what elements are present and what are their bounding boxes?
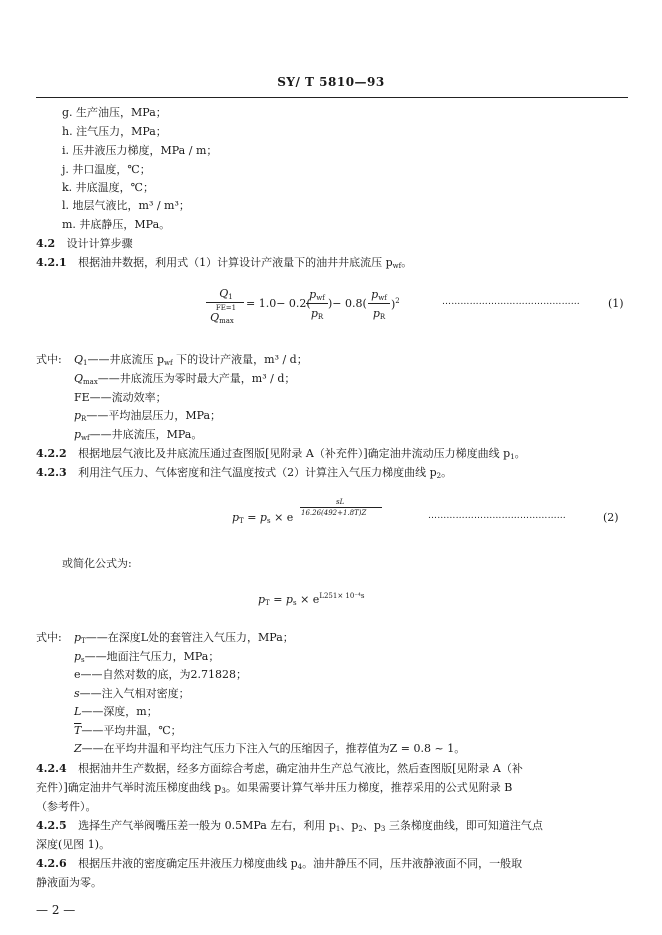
def-text: ——平均井温，℃；: [81, 724, 182, 737]
clause-4-2-1: [36, 256, 412, 270]
def-symbol: p: [74, 428, 82, 441]
eq3-pt: p: [258, 593, 266, 606]
eq1-pwf-sub: wf: [316, 294, 325, 302]
section-number: 4.2: [36, 237, 56, 250]
eq2-exp-top: sL: [336, 498, 345, 506]
eq2-label: (2): [603, 511, 619, 524]
eq1-qmax-symbol: Q: [210, 311, 220, 324]
eq1-frac3-top: [368, 288, 390, 302]
def-sub: T: [81, 637, 86, 645]
definition-line: [74, 650, 219, 664]
def-symbol: FE: [74, 391, 90, 404]
simplified-intro: 或简化公式为:: [62, 557, 132, 570]
clause-4-2-5: [36, 819, 543, 833]
def-text: ——注入气相对密度；: [79, 687, 190, 700]
eq1-leader-dots: ………………………………………: [442, 297, 580, 307]
eq1-pwf-sub-2: wf: [378, 294, 387, 302]
eq1-denominator: [198, 311, 246, 325]
def-symbol: p: [74, 631, 82, 644]
clause-end: 。: [401, 256, 413, 269]
clause-text: 根据压井液的密度确定压井液压力梯度曲线 p: [78, 857, 298, 870]
eq3-ps: = p: [273, 593, 293, 606]
clause-4-2-4-line2: [36, 781, 512, 795]
eq2-ps-sub: s: [266, 517, 271, 525]
def-symbol: p: [74, 409, 82, 422]
clause-end: 。: [441, 466, 453, 479]
eq1-fraction-bar: [206, 302, 244, 303]
clause-4-2-3: [36, 466, 452, 480]
def-sub: max: [83, 378, 98, 386]
eq1-rhs-a: = 1.0− 0.2(: [246, 297, 311, 310]
clause-number: 4.2.1: [36, 256, 67, 269]
clause-text: 选择生产气举阀嘴压差一般为 0.5MPa 左右，利用 p: [78, 819, 336, 832]
list-item: l. 地层气液比，m³ / m³；: [62, 199, 190, 212]
definition-line: [74, 409, 221, 423]
list-item: j. 井口温度，℃；: [62, 163, 151, 176]
def-symbol: p: [74, 650, 82, 663]
equation-3: [258, 592, 364, 607]
subscript: 1: [335, 825, 341, 833]
def-text: ——流动效率；: [89, 391, 167, 404]
clause-4-2-4: [36, 762, 523, 775]
def-text: ——在平均井温和平均注气压力下注入气的压缩因子，推荐值为Z = 0.8 ~ 1。: [81, 742, 466, 755]
clause-4-2-4-line3: （参考件）。: [36, 800, 97, 813]
def-text: ——在深度L处的套管注入气压力，MPa；: [85, 631, 294, 644]
def-text: ——井底流压为零时最大产量，m³ / d；: [97, 372, 296, 385]
eq2-leader-dots: ………………………………………: [428, 511, 566, 521]
page-header: SY/ T 5810—93: [277, 75, 385, 89]
eq1-fraction-bar-3: [368, 303, 390, 304]
eq1-rhs-c: [391, 297, 400, 311]
clause-number: 4.2.2: [36, 447, 67, 460]
clause-4-2-6-line2: 静液面为零。: [36, 876, 102, 889]
def-symbol: $\overline{T}$: [74, 724, 82, 737]
eq2-exp-bottom: 16.26(492+1.8T)Z: [301, 509, 367, 517]
eq2-pt: p: [232, 511, 240, 524]
eq1-pr-2: p: [372, 307, 380, 320]
clause-text: 。油井静压不同，压井液静液面不同，一般取: [302, 857, 523, 870]
eq1-pwf: p: [309, 288, 317, 301]
clause-text: 利用注气压力、气体密度和注气温度按式（2）计算注入气压力梯度曲线 p: [78, 466, 437, 479]
clause-text: 。如果需要计算气举井压力梯度，推荐采用的公式见附录 B: [225, 781, 513, 794]
def-text: ——自然对数的底，为2.71828；: [80, 668, 248, 681]
eq1-pr: p: [310, 307, 318, 320]
def-symbol: L: [74, 705, 82, 718]
definition-line: [74, 428, 202, 442]
definition-line: [74, 724, 182, 737]
eq1-numerator: [206, 287, 246, 301]
def-text: ——井底流压，MPa。: [89, 428, 203, 441]
clause-number: 4.2.6: [36, 857, 67, 870]
section-title: 设计计算步骤: [66, 237, 133, 250]
eq2-ps: = p: [247, 511, 267, 524]
list-item: h. 注气压力，MPa；: [62, 125, 167, 138]
definition-line: [74, 372, 295, 386]
list-item: i. 压井液压力梯度，MPa / m；: [62, 144, 218, 157]
eq2-exp-base: × e: [274, 511, 294, 524]
def-sub: wf: [81, 434, 90, 442]
clause-text: 根据油井生产数据，经多方面综合考虑，确定油井生产总气液比，然后查图版[见附录 A（补: [78, 762, 523, 775]
definition-line: [74, 668, 247, 681]
def-symbol: s: [74, 687, 80, 700]
list-item: m. 井底静压，MPa。: [62, 218, 171, 231]
clause-text: 根据地层气液比及井底流压通过查图版[见附录 A（补充件）]确定油井流动压力梯度曲线 p: [78, 447, 511, 460]
eq1-q-sub: 1: [228, 293, 233, 301]
clause-text: 充件）]确定油井气举时流压梯度曲线 p: [36, 781, 222, 794]
definition-line: [74, 742, 465, 755]
clause-4-2-6: [36, 857, 522, 871]
eq1-square: 2: [395, 297, 400, 305]
eq1-paren: ): [391, 298, 396, 311]
where-lead: 式中:: [36, 353, 62, 366]
eq1-label: (1): [608, 297, 624, 310]
clause-text: 根据油井数据，利用式（1）计算设计产液量下的油井井底流压 p: [78, 256, 393, 269]
subscript: wf: [392, 262, 402, 270]
clause-end: 。: [514, 447, 526, 460]
def-sub: 1: [83, 359, 88, 367]
def-symbol: Q: [74, 353, 84, 366]
clause-number: 4.2.5: [36, 819, 67, 832]
eq3-pt-sub: T: [265, 599, 270, 607]
header-rule: [36, 97, 628, 98]
clause-4-2-5-line2: 深度(见图 1)。: [36, 838, 111, 851]
subscript: 4: [297, 863, 303, 871]
subscript: 2: [436, 472, 442, 480]
def-text2: 下的设计产液量，m³ / d；: [172, 353, 308, 366]
def-text: ——地面注气压力，MPa；: [84, 650, 220, 663]
eq3-ps-sub: s: [292, 599, 297, 607]
eq1-frac3-bot: [368, 307, 390, 321]
eq1-frac2-bot: [306, 307, 328, 321]
subscript: 3: [380, 825, 386, 833]
where-lead: 式中:: [36, 631, 62, 644]
def-symbol: Z: [74, 742, 82, 755]
eq2-lhs: [232, 511, 293, 525]
subscript: 2: [358, 825, 363, 833]
def-text: ——深度，m；: [81, 705, 158, 718]
eq1-rhs-b: )− 0.8(: [328, 297, 367, 310]
def-sub: s: [81, 656, 85, 664]
def-symbol: Q: [74, 372, 84, 385]
def-sub: R: [81, 415, 87, 423]
section-heading: [36, 237, 133, 250]
list-item: g. 生产油压，MPa；: [62, 106, 167, 119]
clause-text: 三条梯度曲线，即可知道注气点: [385, 819, 543, 832]
definition-line: [74, 631, 294, 645]
definition-line: [74, 391, 167, 404]
clause-number: 4.2.3: [36, 466, 67, 479]
definition-line: [74, 705, 158, 718]
clause-number: 4.2.4: [36, 762, 67, 775]
list-item: k. 井底温度，℃；: [62, 181, 154, 194]
clause-text: 、p: [340, 819, 359, 832]
eq3-exponent: L251× 10⁻⁴s: [319, 592, 365, 600]
eq1-pr-sub-2: R: [379, 313, 386, 321]
subscript: 3: [221, 787, 226, 795]
subscript: 1: [510, 453, 515, 461]
eq2-exp-bar: [300, 507, 382, 508]
def-sub2: wf: [164, 359, 173, 367]
eq1-frac2-top: [306, 288, 328, 302]
clause-text: 、p: [362, 819, 381, 832]
eq1-pwf-2: p: [371, 288, 379, 301]
page-number: — 2 —: [36, 903, 76, 917]
def-text: ——平均油层压力，MPa；: [86, 409, 222, 422]
eq2-pt-sub: T: [239, 517, 244, 525]
definition-line: [74, 687, 190, 700]
definition-line: [74, 353, 308, 367]
def-text: ——井底流压 p: [87, 353, 165, 366]
eq1-qmax-sub: max: [219, 317, 234, 325]
eq3-exp-base: × e: [300, 593, 320, 606]
eq1-fe-label: FE=1: [215, 304, 237, 312]
eq1-q-symbol: Q: [219, 287, 229, 300]
eq1-pr-sub: R: [317, 313, 324, 321]
def-symbol: e: [74, 668, 81, 681]
eq1-fraction-bar-2: [306, 303, 328, 304]
clause-4-2-2: [36, 447, 526, 461]
